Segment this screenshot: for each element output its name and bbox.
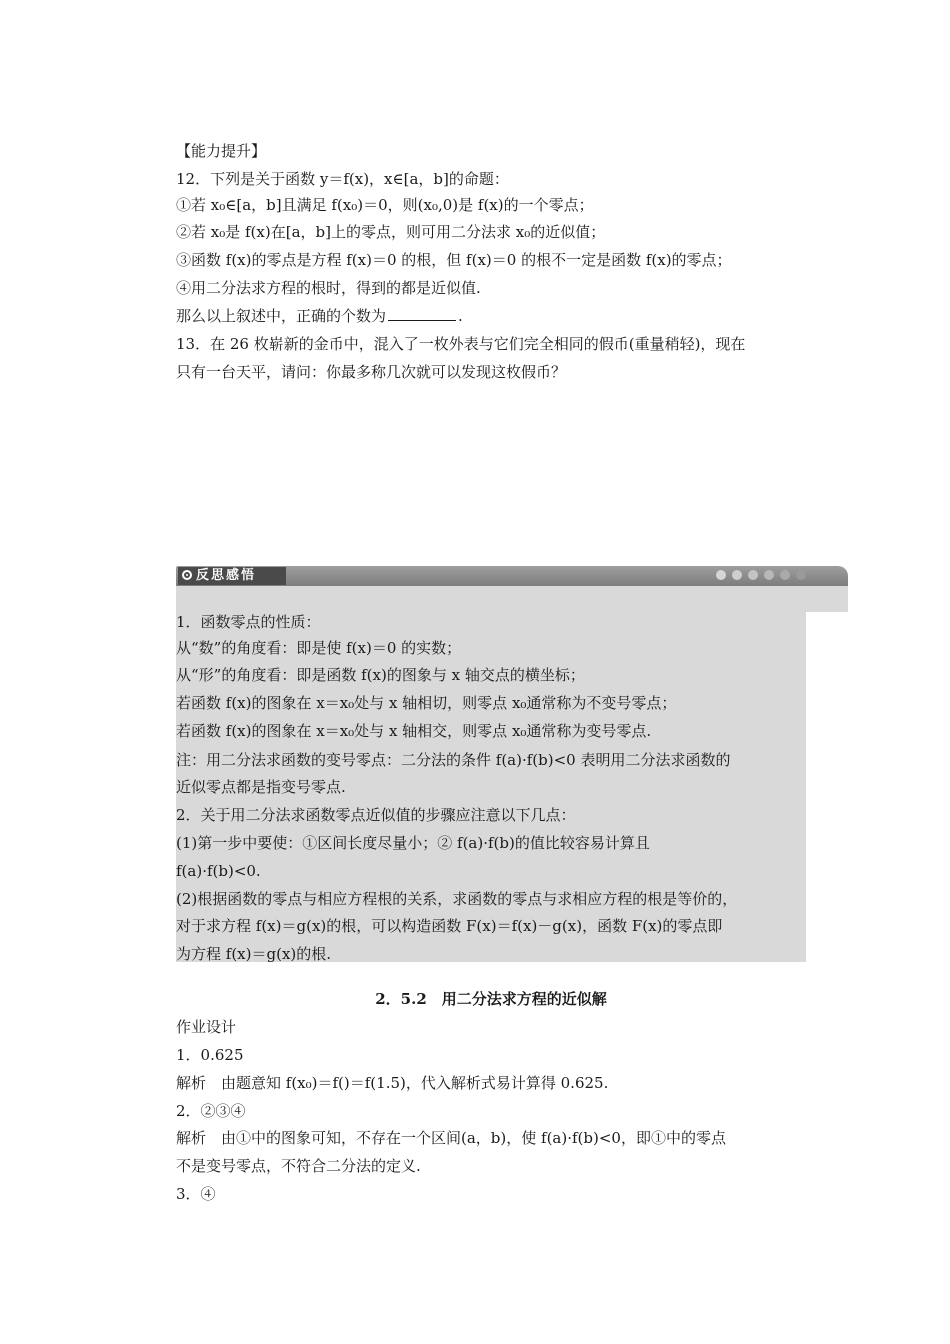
reflection-banner-strip (176, 586, 848, 612)
question-12-item: ④用二分法求方程的根时，得到的都是近似值. (176, 279, 481, 297)
question-12-item: ③函数 f(x)的零点是方程 f(x)＝0 的根，但 f(x)＝0 的根不一定是函数 f(x)的零点； (176, 251, 732, 269)
reflection-line: 为方程 f(x)＝g(x)的根. (176, 945, 332, 963)
question-12-stem: 12．下列是关于函数 y＝f(x)，x∈[a，b]的命题： (176, 170, 509, 188)
answer-line: 2．②③④ (176, 1102, 246, 1120)
question-12-ask (176, 306, 463, 326)
reflection-line: 注：用二分法求函数的变号零点：二分法的条件 f(a)·f(b)<0 表明用二分法求函数的 (176, 751, 731, 769)
reflection-line: 2．关于用二分法求函数零点近似值的步骤应注意以下几点： (176, 806, 576, 824)
answer-line: 3．④ (176, 1185, 216, 1203)
answer-line: 解析 由题意知 f(x₀)＝f()＝f(1.5)，代入解析式易计算得 0.625. (176, 1074, 609, 1092)
ask-prefix: 那么以上叙述中，正确的个数为 (176, 307, 387, 325)
reflection-line: 1．函数零点的性质： (176, 613, 321, 631)
answer-blank (388, 306, 456, 321)
reflection-line: 近似零点都是指变号零点. (176, 778, 346, 796)
reflection-line: (2)根据函数的零点与相应方程根的关系，求函数的零点与求相应方程的根是等价的， (176, 890, 738, 908)
reflection-line: 若函数 f(x)的图象在 x＝x₀处与 x 轴相交，则零点 x₀通常称为变号零点. (176, 722, 652, 740)
dot-icon (764, 570, 774, 580)
reflection-line: 从“形”的角度看：即是函数 f(x)的图象与 x 轴交点的横坐标； (176, 666, 585, 684)
question-12-item: ①若 x₀∈[a，b]且满足 f(x₀)＝0，则(x₀,0)是 f(x)的一个零点； (176, 196, 594, 214)
reflection-line: 从“数”的角度看：即是使 f(x)＝0 的实数； (176, 639, 462, 657)
answers-title: 2．5.2 用二分法求方程的近似解 (375, 990, 607, 1008)
target-icon (182, 570, 192, 580)
dot-icon (732, 570, 742, 580)
section-heading: 【能力提升】 (176, 142, 267, 160)
reflection-line: 对于求方程 f(x)＝g(x)的根，可以构造函数 F(x)＝f(x)－g(x)，函数 F(x)的零点即 (176, 917, 723, 935)
question-13-line: 13．在 26 枚崭新的金币中，混入了一枚外表与它们完全相同的假币(重量稍轻)，现在 (176, 335, 746, 353)
reflection-line: f(a)·f(b)<0. (176, 862, 261, 880)
reflection-line: 若函数 f(x)的图象在 x＝x₀处与 x 轴相切，则零点 x₀通常称为不变号零点； (176, 694, 677, 712)
dot-icon (716, 570, 726, 580)
answer-line: 解析 由①中的图象可知，不存在一个区间(a，b)，使 f(a)·f(b)<0，即①中的零点 (176, 1129, 726, 1147)
dot-icon (780, 570, 790, 580)
answers-subtitle: 作业设计 (176, 1018, 237, 1036)
question-13-line: 只有一台天平，请问：你最多称几次就可以发现这枚假币？ (176, 363, 567, 381)
dot-icon (748, 570, 758, 580)
answer-line: 1．0.625 (176, 1046, 244, 1064)
reflection-banner-tag (178, 567, 286, 585)
banner-dots (716, 570, 806, 580)
reflection-line: (1)第一步中要使：①区间长度尽量小；② f(a)·f(b)的值比较容易计算且 (176, 834, 650, 852)
ask-suffix: . (458, 307, 463, 325)
dot-icon (796, 570, 806, 580)
question-12-item: ②若 x₀是 f(x)在[a，b]上的零点，则可用二分法求 x₀的近似值； (176, 223, 606, 241)
answer-line: 不是变号零点，不符合二分法的定义. (176, 1157, 421, 1175)
reflection-title: 反思感悟 (196, 568, 257, 583)
